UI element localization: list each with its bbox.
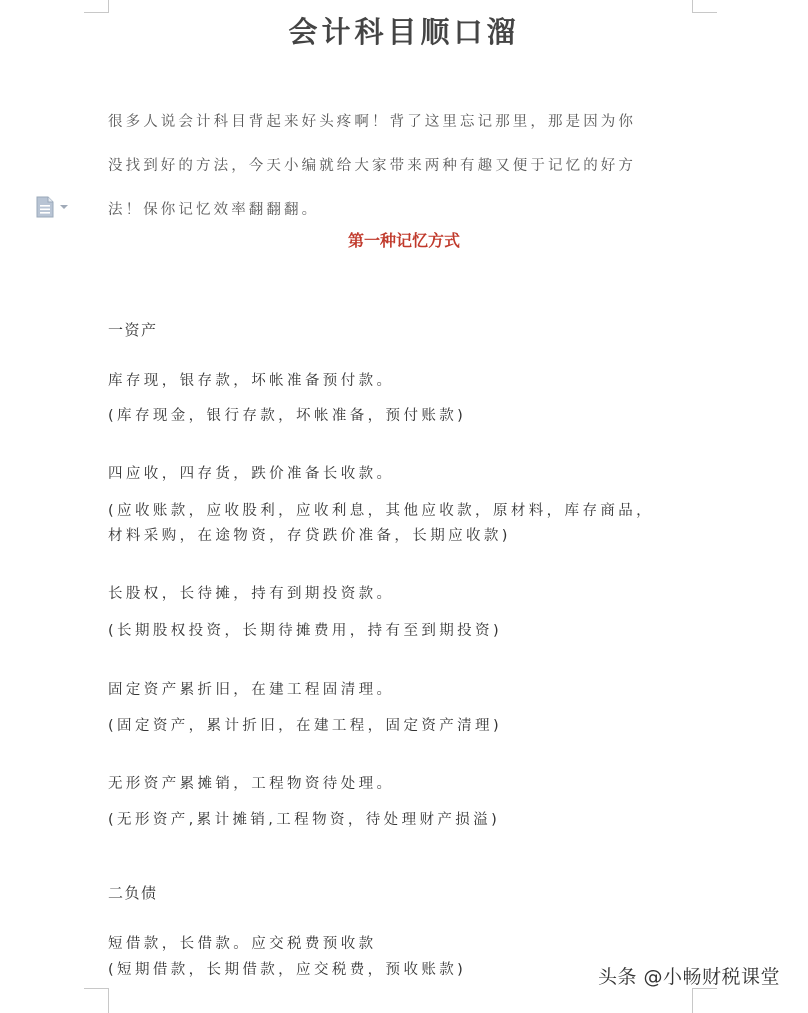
- intro-line-1: 很多人说会计科目背起来好头疼啊！背了这里忘记那里，那是因为你: [108, 114, 636, 130]
- rhyme-line: 长股权，长待摊，持有到期投资款。: [108, 586, 395, 602]
- section-label-liabilities: 二负债: [108, 884, 158, 902]
- explain-line: 材料采购，在途物资，存贷跌价准备，长期应收款): [108, 528, 511, 544]
- crop-mark-bottom-right: [692, 988, 717, 1013]
- rhyme-line: 库存现，银存款，坏帐准备预付款。: [108, 373, 395, 389]
- explain-line: (短期借款，长期借款，应交税费，预收账款): [108, 962, 467, 978]
- explain-line: (长期股权投资，长期待摊费用，持有至到期投资): [108, 623, 503, 639]
- rhyme-line: 短借款，长借款。应交税费预收款: [108, 936, 377, 952]
- chevron-down-icon: [60, 205, 68, 209]
- explain-line: (应收账款，应收股利，应收利息，其他应收款，原材料，库存商品，: [108, 503, 655, 519]
- rhyme-line: 无形资产累摊销，工程物资待处理。: [108, 776, 395, 792]
- watermark-text: 头条 @小畅财税课堂: [598, 966, 781, 988]
- rhyme-line: 四应收，四存货，跌价准备长收款。: [108, 466, 395, 482]
- section-heading: 第一种记忆方式: [347, 231, 460, 250]
- intro-line-2: 没找到好的方法，今天小编就给大家带来两种有趣又便于记忆的好方: [108, 158, 636, 174]
- document-icon: [36, 196, 54, 218]
- explain-line: (库存现金，银行存款，坏帐准备，预付账款): [108, 408, 467, 424]
- intro-line-3: 法！保你记忆效率翻翻翻。: [108, 202, 320, 218]
- rhyme-line: 固定资产累折旧，在建工程固清理。: [108, 682, 395, 698]
- crop-mark-bottom-left: [84, 988, 109, 1013]
- section-label-assets: 一资产: [108, 321, 158, 339]
- paragraph-menu-button[interactable]: [36, 194, 76, 220]
- explain-line: (固定资产，累计折旧，在建工程，固定资产清理): [108, 718, 503, 734]
- explain-line: (无形资产,累计摊销,工程物资，待处理财产损溢): [108, 812, 501, 828]
- document-title: 会计科目顺口溜: [288, 15, 520, 49]
